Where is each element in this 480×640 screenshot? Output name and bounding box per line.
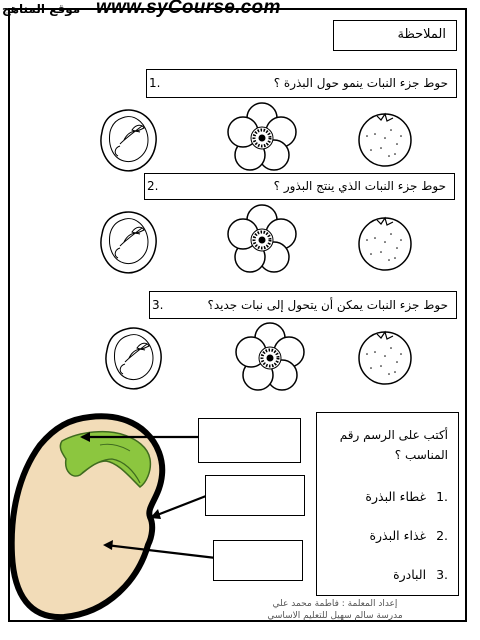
author-credit bbox=[255, 598, 415, 622]
question-3-number: 3. bbox=[152, 298, 164, 312]
seed-icon[interactable] bbox=[106, 328, 161, 389]
answer-box-2[interactable] bbox=[205, 475, 305, 516]
item-text: البادرة bbox=[393, 567, 427, 582]
answer-box-1[interactable] bbox=[198, 418, 301, 463]
item-number: 3. bbox=[436, 567, 448, 582]
picture-row-1 bbox=[0, 100, 480, 180]
question-1-text: حوط جزء النبات ينمو حول البذرة ؟ bbox=[273, 76, 448, 90]
question-1-number: 1. bbox=[149, 76, 161, 90]
instruction-box bbox=[316, 412, 459, 596]
question-2-text: حوط جزء النبات الذي ينتج البذور ؟ bbox=[273, 179, 446, 193]
note-label: الملاحظة bbox=[397, 27, 446, 42]
fruit-icon[interactable] bbox=[359, 114, 411, 166]
question-3-text: حوط جزء النبات يمكن أن يتحول إلى نبات جديد؟ bbox=[207, 298, 448, 312]
item-number: 1. bbox=[436, 489, 448, 504]
answer-box-3[interactable] bbox=[213, 540, 303, 581]
item-number: 2. bbox=[436, 528, 448, 543]
list-item bbox=[323, 528, 448, 543]
site-url[interactable]: www.syCourse.com bbox=[96, 0, 281, 18]
item-text: غذاء البذرة bbox=[369, 528, 427, 543]
list-item bbox=[323, 489, 448, 504]
flower-icon[interactable] bbox=[236, 323, 304, 390]
site-label: موقع المناهج bbox=[2, 2, 81, 16]
instruction-title: أكتب على الرسم رقم المناسب ؟ bbox=[339, 428, 448, 462]
flower-icon[interactable] bbox=[228, 205, 296, 272]
fruit-icon[interactable] bbox=[359, 332, 411, 384]
fruit-icon[interactable] bbox=[359, 218, 411, 270]
flower-icon[interactable] bbox=[228, 103, 296, 170]
list-item bbox=[323, 567, 448, 582]
author-line-1: إعداد المعلمة : فاطمة محمد علي bbox=[272, 599, 398, 609]
question-3 bbox=[149, 291, 457, 319]
author-line-2: مدرسة سالم سهيل للتعليم الاساسي bbox=[267, 611, 403, 621]
arrow-coat bbox=[152, 496, 206, 517]
seed-icon[interactable] bbox=[101, 212, 156, 273]
note-box bbox=[333, 20, 457, 51]
question-2 bbox=[144, 173, 455, 200]
question-2-number: 2. bbox=[147, 179, 159, 193]
question-1 bbox=[146, 69, 457, 98]
picture-row-3 bbox=[0, 318, 480, 398]
item-text: غطاء البذرة bbox=[365, 489, 427, 504]
seed-icon[interactable] bbox=[101, 110, 156, 171]
picture-row-2 bbox=[0, 200, 480, 280]
